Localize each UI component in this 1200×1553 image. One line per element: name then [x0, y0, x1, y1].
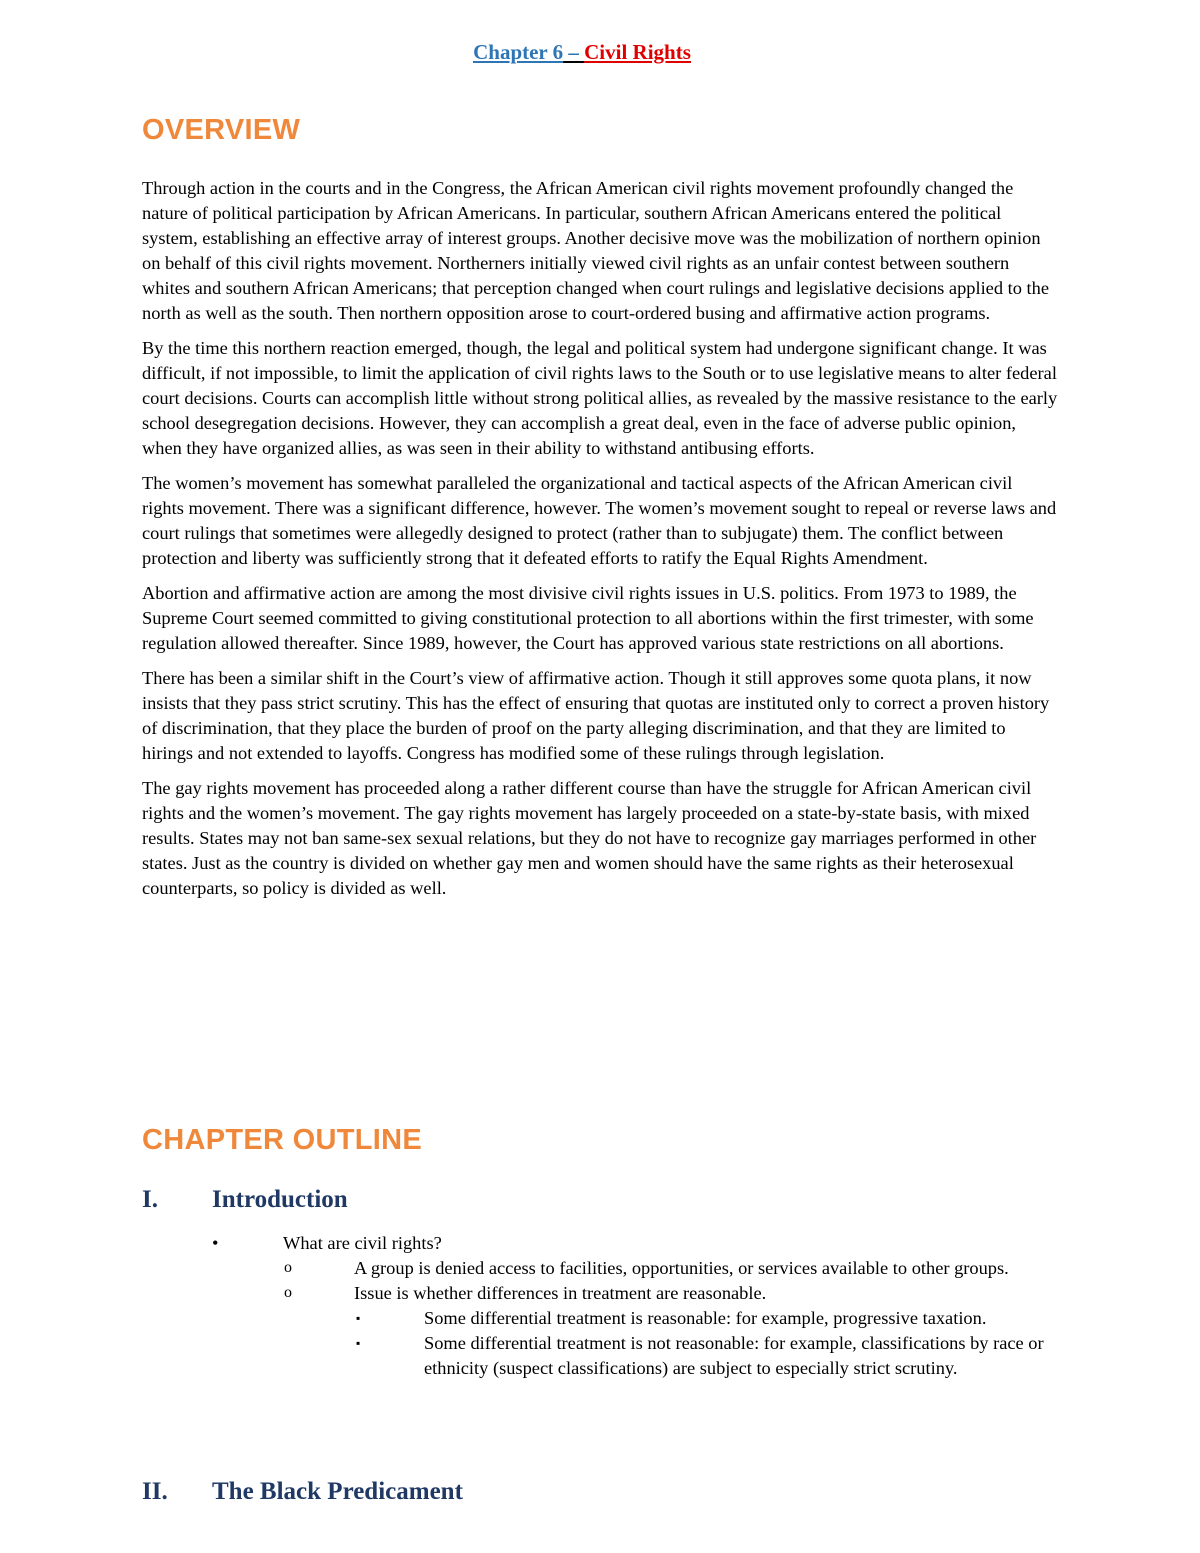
bullet-circle-icon: o [284, 1283, 292, 1301]
outline-section-title: The Black Predicament [212, 1478, 463, 1505]
outline-item-text: Some differential treatment is reasonable: for example, progressive taxation. [424, 1307, 987, 1328]
outline-list [142, 1231, 1060, 1380]
chapter-number: Chapter 6 [473, 40, 564, 64]
chapter-name: Civil Rights [584, 40, 691, 64]
overview-paragraph: Abortion and affirmative action are among the most divisive civil rights issues in U.S. politics. From 1973 to 1989, the Supreme Court seemed committed to giving constitutional protection to all abortions within the first trimester, with some regulation allowed thereafter. Since 1989, however, the Court has approved various state restrictions on all abortions. [142, 583, 1034, 653]
outline-item [142, 1331, 1060, 1381]
outline-item [142, 1281, 1060, 1306]
chapter-title-separator: – [563, 40, 585, 64]
outline-item-text: Issue is whether differences in treatment are reasonable. [354, 1282, 767, 1303]
outline-item-text: Some differential treatment is not reasonable: for example, classifications by race or ethnicity (suspect classifications) are subject to especially strict scrutiny. [424, 1332, 1044, 1378]
outline-section-heading [142, 1186, 348, 1214]
outline-section-title: Introduction [212, 1186, 348, 1213]
outline-item [142, 1306, 1060, 1331]
overview-body [142, 176, 1058, 911]
bullet-circle-icon: o [284, 1258, 292, 1276]
bullet-square-icon: ▪ [356, 1335, 361, 1350]
outline-item-text: What are civil rights? [283, 1233, 442, 1253]
overview-paragraph: There has been a similar shift in the Court’s view of affirmative action. Though it still approves some quota plans, it now insists that they pass strict scrutiny. This has the effect of ensuring that quotas are instituted only to correct a proven history of discrimination, that they place the burden of proof on the party alleging discrimination, and that they are limited to hirings and not extended to layoffs. Congress has modified some of these rulings through legislation. [142, 668, 1050, 764]
bullet-disc-icon: • [212, 1233, 219, 1253]
outline-item-text: A group is denied access to facilities, opportunities, or services available to other groups. [354, 1257, 1009, 1278]
outline-section-numeral: I. [142, 1186, 158, 1213]
chapter-outline-heading: CHAPTER OUTLINE [142, 1124, 422, 1156]
chapter-title [142, 40, 1022, 65]
overview-paragraph: Through action in the courts and in the Congress, the African American civil rights movement profoundly changed the nature of political participation by African Americans. In particular, southern African Americans entered the political system, establishing an effective array of interest groups. Another decisive move was the mobilization of northern opinion on behalf of this civil rights movement. Northerners initially viewed civil rights as an unfair contest between southern whites and southern African Americans; that perception changed when court rulings and legislative decisions applied to the north as well as the south. Then northern opposition arose to court-ordered busing and affirmative action programs. [142, 178, 1050, 323]
overview-paragraph: The women’s movement has somewhat paralleled the organizational and tactical aspects of the African American civil rights movement. There was a significant difference, however. The women’s movement sought to repeal or reverse laws and court rulings that sometimes were allegedly designed to protect (rather than to subjugate) them. The conflict between protection and liberty was sufficiently strong that it defeated efforts to ratify the Equal Rights Amendment. [142, 472, 1057, 568]
outline-item [142, 1256, 1060, 1281]
bullet-square-icon: ▪ [356, 1310, 361, 1325]
overview-heading: OVERVIEW [142, 114, 301, 146]
outline-section-numeral: II. [142, 1478, 168, 1505]
overview-paragraph: By the time this northern reaction emerged, though, the legal and political system had undergone significant change. It was difficult, if not impossible, to limit the application of civil rights laws to the South or to use legislative means to alter federal court decisions. Courts can accomplish little without strong political allies, as revealed by the massive resistance to the early school desegregation decisions. However, they can accomplish a great deal, even in the face of adverse public opinion, when they have organized allies, as was seen in their ability to withstand antibusing efforts. [142, 337, 1058, 458]
overview-paragraph: The gay rights movement has proceeded along a rather different course than have the struggle for African American civil rights and the women’s movement. The gay rights movement has largely proceeded on a state-by-state basis, with mixed results. States may not ban same-sex sexual relations, but they do not have to recognize gay marriages performed in other states. Just as the country is divided on whether gay men and women should have the same rights as their heterosexual counterparts, so policy is divided as well. [142, 778, 1037, 899]
outline-item [142, 1231, 1060, 1256]
outline-section-heading [142, 1478, 463, 1506]
